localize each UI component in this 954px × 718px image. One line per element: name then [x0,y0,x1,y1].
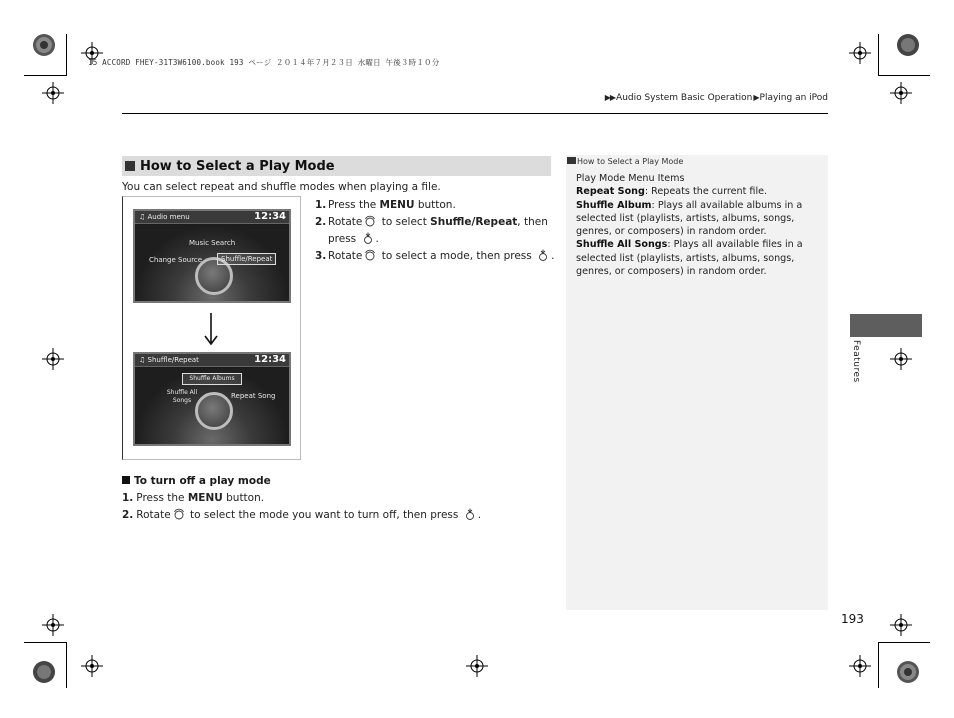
option-repeat-song: Repeat Song [231,392,276,400]
interface-dial-press-icon [464,508,476,520]
screen-title-bar [135,354,289,367]
interface-dial-rotate-icon [364,249,376,261]
chapter-tab[interactable] [850,314,922,337]
section-heading [122,156,551,176]
note-heading: Play Mode Menu Items [576,173,685,184]
registration-mark-icon [81,42,103,64]
registration-mark-icon [890,348,912,370]
interface-dial-press-icon [537,249,549,261]
registration-mark-icon [849,42,871,64]
screen-clock: 12:34 [254,211,286,222]
turn-off-steps [122,490,481,524]
chapter-tab-label: Features [851,340,861,383]
breadcrumb [604,93,828,103]
note-item-shuffle-all-songs: Shuffle All Songs: Plays all available files in a selected list (playlists, artists, albums, songs, genres, or composers) in random order. [576,239,803,278]
trim-mark [66,642,67,688]
breadcrumb-current[interactable]: Playing an iPod [759,93,828,103]
option-shuffle-all-songs: Shuffle All Songs [166,389,198,404]
color-rosette-icon [896,33,920,57]
registration-mark-icon [466,655,488,677]
option-shuffle-albums: Shuffle Albums [182,373,242,385]
note-body [576,172,822,278]
interface-dial-rotate-icon [364,215,376,227]
note-item-repeat-song: Repeat Song: Repeats the current file. [576,186,768,198]
trim-mark [878,34,879,76]
color-rosette-icon [32,660,56,684]
color-rosette-icon [896,660,920,684]
trim-mark [24,642,66,643]
screen-title-bar [135,211,289,224]
trim-mark [66,34,67,76]
registration-mark-icon [81,655,103,677]
option-music-search: Music Search [189,239,236,247]
registration-mark-icon [42,348,64,370]
page-number: 193 [841,612,864,626]
registration-mark-icon [890,82,912,104]
step-2: 2. Rotate to select Shuffle/Repeat, then press . [315,216,548,245]
breadcrumb-arrow-icon: ▶ [753,93,759,102]
breadcrumb-arrow-icon: ▶▶ [604,93,616,102]
audio-menu-screen [133,209,291,303]
step-1: 1. Press the MENU button. [315,199,456,211]
trim-mark [878,642,930,643]
screen-title: ♫ Audio menu [139,213,190,221]
reference-arrow-icon [567,157,576,164]
trim-mark [878,642,879,688]
subsection-marker-icon [122,476,130,484]
print-header: 15 ACCORD FHEY-31T3W6100.book 193 ページ ２０１４年７月２３日 水曜日 午後３時１０分 [88,58,440,67]
section-marker-icon [125,161,135,171]
registration-mark-icon [890,614,912,636]
step-3: 3. Rotate to select a mode, then press . [315,250,555,262]
option-change-source: Change Source [149,256,203,264]
step-list [315,197,555,265]
section-intro: You can select repeat and shuffle modes when playing a file. [122,181,441,193]
arrow-down-icon [201,311,221,347]
trim-mark [878,75,930,76]
interface-dial-press-icon [362,232,374,244]
interface-dial-rotate-icon [173,508,185,520]
section-title: How to Select a Play Mode [140,158,335,174]
registration-mark-icon [42,614,64,636]
side-note [566,155,828,610]
registration-mark-icon [849,655,871,677]
note-item-shuffle-album: Shuffle Album: Plays all available albums in a selected list (playlists, artists, albums, songs, genres, or composers) in random order. [576,199,803,238]
color-rosette-icon [32,33,56,57]
header-rule [122,113,828,114]
trim-mark [24,75,66,76]
screen-illustration [122,196,301,460]
turn-off-step-2: 2. Rotate to select the mode you want to turn off, then press . [122,509,482,521]
screen-clock: 12:34 [254,354,286,365]
turn-off-step-1: 1. Press the MENU button. [122,492,265,504]
registration-mark-icon [42,82,64,104]
note-reference: How to Select a Play Mode [567,157,683,166]
option-shuffle-repeat: Shuffle/Repeat [217,253,276,265]
turn-off-heading: To turn off a play mode [122,475,271,487]
shuffle-repeat-screen [133,352,291,446]
breadcrumb-parent[interactable]: Audio System Basic Operation [616,93,753,103]
screen-title: ♫ Shuffle/Repeat [139,356,199,364]
